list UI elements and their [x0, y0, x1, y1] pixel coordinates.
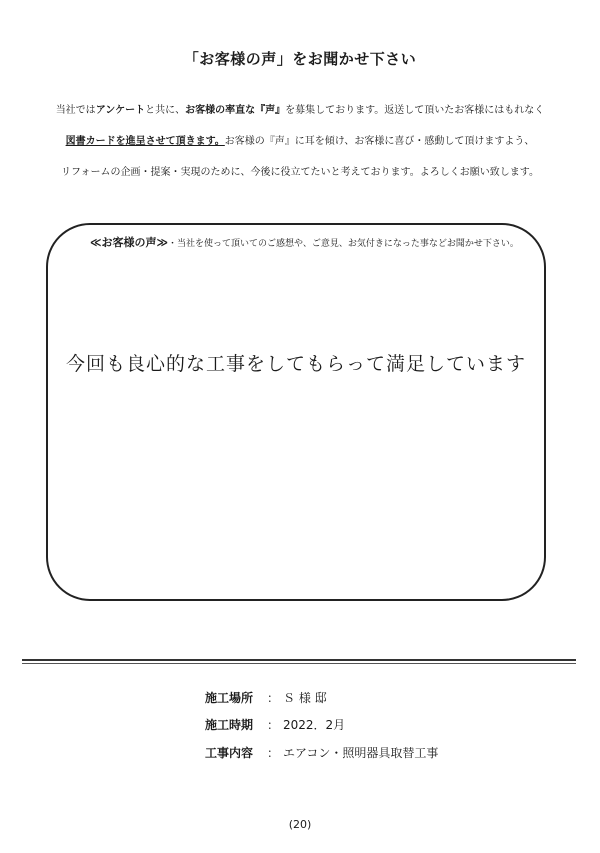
- intro-line-1: [0, 104, 600, 118]
- voice-label: ≪お客様の声≫: [90, 236, 169, 249]
- intro-line-3: リフォームの企画・提案・実現のために、今後に役立てたいと考えております。よろしくお願い致します。: [61, 167, 539, 178]
- construction-work: [205, 744, 438, 761]
- construction-date: [205, 716, 345, 733]
- work-value: エアコン・照明器具取替工事: [283, 746, 439, 760]
- place-label: 施工場所: [205, 691, 254, 705]
- intro-text: 当社では: [55, 105, 96, 116]
- intro-text: を募集しております。返送して頂いたお客様にはもれなく: [285, 105, 545, 116]
- divider-line: [22, 663, 576, 664]
- construction-place: [205, 689, 327, 706]
- page-title: 「お客様の声」をお聞かせ下さい: [183, 50, 417, 68]
- work-label: 工事内容: [205, 746, 254, 760]
- voice-header: [90, 234, 519, 250]
- place-value: Ｓ 様 邸: [283, 691, 327, 705]
- intro-text: お客様の『声』に耳を傾け、お客様に喜び・感動して頂けますよう、: [224, 136, 535, 147]
- intro-emphasis: お客様の率直な『声』: [185, 105, 286, 116]
- separator: ：: [266, 746, 279, 760]
- separator: ：: [266, 691, 279, 705]
- divider-line: [22, 659, 576, 661]
- voice-handwritten-text: 今回も良心的な工事をしてもらって満足しています: [65, 353, 526, 375]
- intro-emphasis: アンケート: [95, 105, 146, 116]
- customer-voice-box: [46, 223, 546, 601]
- date-value: 2022．2月: [283, 718, 346, 732]
- separator: ：: [266, 718, 279, 732]
- intro-text: と共に、: [145, 105, 186, 116]
- intro-emphasis-underlined: 図書カードを進呈させて頂きます。: [65, 136, 225, 147]
- voice-hint: ・当社を使って頂いてのご感想や、ご意見、お気付きになった事などお聞かせ下さい。: [168, 239, 519, 249]
- page-number: (20): [288, 818, 312, 831]
- intro-line-2: [0, 135, 600, 149]
- date-label: 施工時期: [205, 718, 254, 732]
